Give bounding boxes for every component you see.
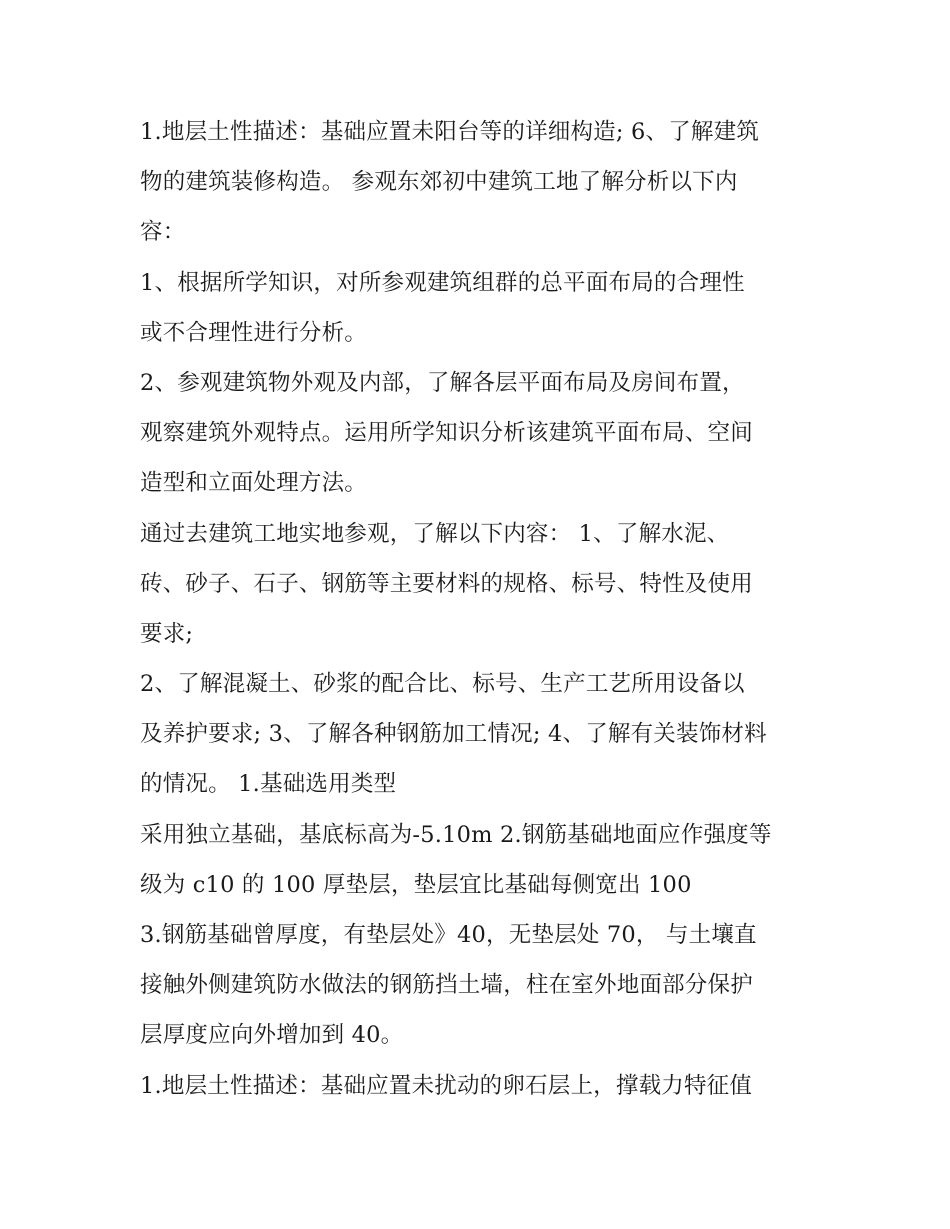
text-line: 3.钢筋基础曾厚度，有垫层处》40，无垫层处 70， 与土壤直 <box>140 922 757 948</box>
text-line: 采用独立基础，基底标高为-5.10m 2.钢筋基础地面应作强度等 <box>140 821 772 848</box>
text-line: 或不合理性进行分析。 <box>140 319 368 346</box>
text-line: 容： <box>140 219 186 246</box>
text-line: 砖、砂子、石子、钢筋等主要材料的规格、标号、特性及使用 <box>140 570 753 597</box>
text-line: 物的建筑装修构造。 参观东郊初中建筑工地了解分析以下内 <box>140 169 738 196</box>
text-line: 1、根据所学知识，对所参观建筑组群的总平面布局的合理性 <box>140 269 745 296</box>
text-line: 通过去建筑工地实地参观，了解以下内容： 1、了解水泥、 <box>140 520 730 547</box>
text-line: 1.地层土性描述：基础应置未阳台等的详细构造; 6、了解建筑 <box>140 119 760 145</box>
text-line: 接触外侧建筑防水做法的钢筋挡土墙，柱在室外地面部分保护 <box>140 972 753 999</box>
text-line: 2、参观建筑物外观及内部，了解各层平面布局及房间布置， <box>140 369 745 396</box>
text-line: 层厚度应向外增加到 40。 <box>140 1022 404 1049</box>
text-line: 1.地层土性描述：基础应置未扰动的卵石层上，撑载力特征值 <box>140 1072 753 1099</box>
text-line: 及养护要求; 3、了解各种钢筋加工情况; 4、了解有关装饰材料 <box>140 721 767 748</box>
text-line: 造型和立面处理方法。 <box>140 470 368 497</box>
text-line: 要求; <box>140 620 194 647</box>
document-body <box>140 107 820 1111</box>
text-line: 观察建筑外观特点。运用所学知识分析该建筑平面布局、空间 <box>140 420 753 447</box>
text-line: 级为 c10 的 100 厚垫层，垫层宜比基础每侧宽出 100 <box>140 871 692 898</box>
text-line: 的情况。 1.基础选用类型 <box>140 771 397 798</box>
text-line: 2、了解混凝土、砂浆的配合比、标号、生产工艺所用设备以 <box>140 671 745 698</box>
